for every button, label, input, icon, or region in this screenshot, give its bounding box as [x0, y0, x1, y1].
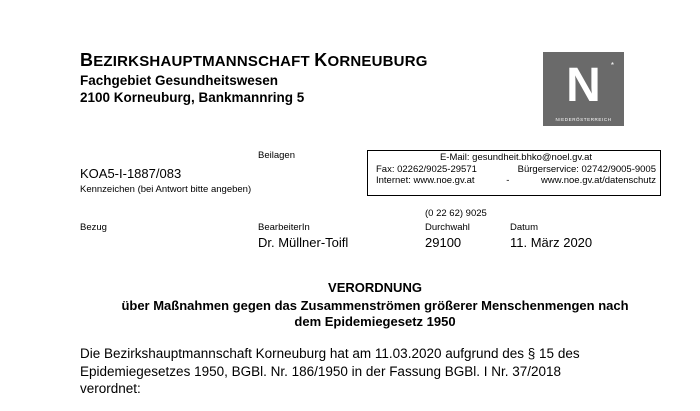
bearbeiter-label: BearbeiterIn	[258, 222, 310, 233]
contact-fax: Fax: 02262/9025-29571	[376, 163, 477, 175]
authority-rest-2: ORNEUBURG	[327, 53, 428, 70]
logo-star-icon: *	[610, 61, 614, 70]
durchwahl-label: Durchwahl	[425, 222, 470, 233]
document-title: VERORDNUNG	[328, 280, 422, 295]
authority-initial-1: B	[80, 50, 94, 70]
beilagen-label: Beilagen	[258, 150, 295, 161]
contact-buergerservice: Bürgerservice: 02742/9005-9005	[517, 163, 656, 175]
authority-rest-1: EZIRKSHAUPTMANNSCHAFT	[93, 53, 315, 70]
logo-name: NIEDERÖSTERREICH	[555, 117, 612, 122]
durchwahl-value: 29100	[425, 235, 462, 250]
authority-name	[80, 50, 428, 71]
contact-dash: -	[506, 175, 510, 187]
department: Fachgebiet Gesundheitswesen	[80, 73, 279, 88]
document-subtitle-line-1: über Maßnahmen gegen das Zusammenströmen größerer Menschenmengen nach	[121, 298, 629, 313]
datum-value: 11. März 2020	[510, 235, 593, 250]
authority-initial-2: K	[314, 50, 328, 70]
body-line-1: Die Bezirkshauptmannschaft Korneuburg hat am 11.03.2020 aufgrund des § 15 des	[80, 346, 580, 361]
reference-number: KOA5-I-1887/083	[80, 166, 182, 181]
contact-email[interactable]: E-Mail: gesundheit.bhko@noel.gv.at	[439, 152, 593, 163]
contact-internet[interactable]: Internet: www.noe.gv.at	[376, 175, 475, 187]
contact-fax-row	[376, 164, 656, 176]
noe-logo	[543, 52, 624, 126]
reference-hint: Kennzeichen (bei Antwort bitte angeben)	[80, 184, 252, 195]
body-line-2: Epidemiegesetzes 1950, BGBl. Nr. 186/1950 in der Fassung BGBl. I Nr. 37/2018	[80, 364, 562, 379]
body-line-3: verordnet:	[80, 381, 141, 396]
contact-box	[367, 150, 661, 196]
contact-internet-row	[376, 175, 656, 187]
phone-prefix: (0 22 62) 9025	[425, 208, 487, 219]
bezug-label: Bezug	[80, 222, 107, 233]
datum-label: Datum	[510, 222, 538, 233]
document-subtitle-line-2: dem Epidemiegesetz 1950	[294, 314, 456, 329]
logo-letter: N	[566, 59, 601, 112]
address: 2100 Korneuburg, Bankmannring 5	[80, 90, 305, 105]
contact-datenschutz[interactable]: www.noe.gv.at/datenschutz	[541, 175, 656, 187]
bearbeiter-value: Dr. Müllner-Toifl	[258, 235, 349, 250]
